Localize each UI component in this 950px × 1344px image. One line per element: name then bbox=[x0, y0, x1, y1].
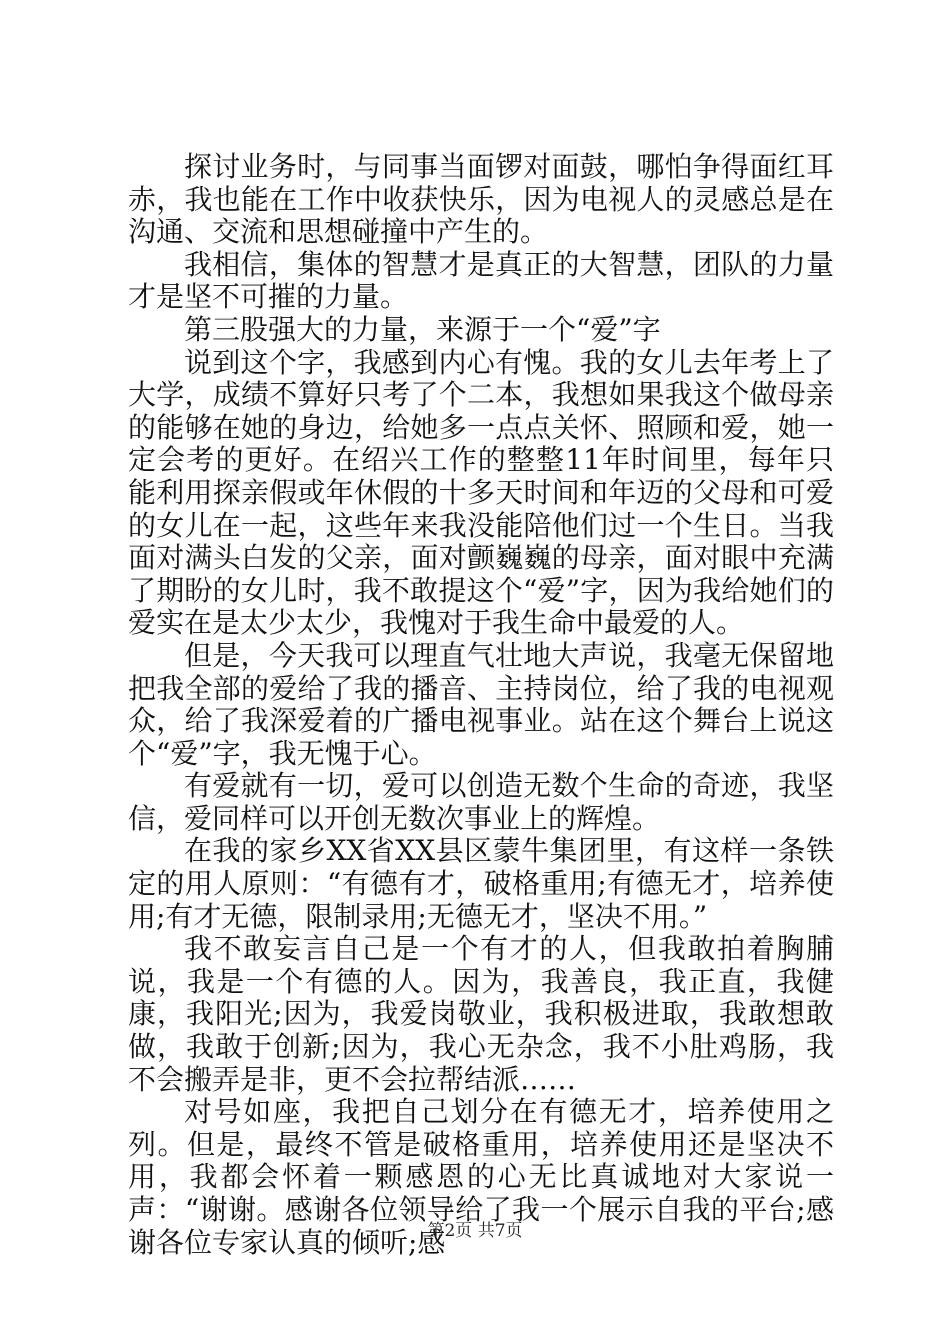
paragraph-6: 在我的家乡XX省XX县区蒙牛集团里，有这样一条铁定的用人原则：“有德有才，破格重用;有德无才，培养使用;有才无德，限制录用;无德无才，坚决不用。” bbox=[128, 834, 834, 933]
paragraph-3: 说到这个字，我感到内心有愧。我的女儿去年考上了大学，成绩不算好只考了个二本，我想如果我这个做母亲的能够在她的身边，给她多一点点关怀、照顾和爱，她一定会考的更好。在绍兴工作的整整11年时间里，每年只能利用探亲假或年休假的十多天时间和年迈的父母和可爱的女儿在一起，这些年来我没能陪他们过一个生日。当我面对满头白发的父亲，面对颤巍巍的母亲，面对眼中充满了期盼的女儿时，我不敢提这个“爱”字，因为我给她们的爱实在是太少太少，我愧对于我生命中最爱的人。 bbox=[128, 345, 834, 640]
paragraph-4: 但是，今天我可以理直气壮地大声说，我毫无保留地把我全部的爱给了我的播音、主持岗位，给了我的电视观众，给了我深爱着的广播电视事业。站在这个舞台上说这个“爱”字，我无愧于心。 bbox=[128, 638, 834, 770]
paragraph-5: 有爱就有一切，爱可以创造无数个生命的奇迹，我坚信，爱同样可以开创无数次事业上的辉煌。 bbox=[128, 769, 834, 835]
paragraph-2: 我相信，集体的智慧才是真正的大智慧，团队的力量才是坚不可摧的力量。 bbox=[128, 247, 834, 314]
paragraph-1: 探讨业务时，与同事当面锣对面鼓，哪怕争得面红耳赤，我也能在工作中收获快乐，因为电视人的灵感总是在沟通、交流和思想碰撞中产生的。 bbox=[128, 150, 834, 249]
paragraph-7: 我不敢妄言自己是一个有才的人，但我敢拍着胸脯说，我是一个有德的人。因为，我善良，我正直，我健康，我阳光;因为，我爱岗敬业，我积极进取，我敢想敢做，我敢于创新;因为，我心无杂念，我不小肚鸡肠，我不会搬弄是非，更不会拉帮结派…… bbox=[128, 932, 834, 1096]
paragraph-8: 对号如座，我把自己划分在有德无才，培养使用之列。但是，最终不管是破格重用，培养使用还是坚决不用，我都会怀着一颗感恩的心无比真诚地对大家说一声：“谢谢。感谢各位领导给了我一个展示自我的平台;感谢各位专家认真的倾听;感 bbox=[128, 1095, 834, 1259]
document-body bbox=[128, 151, 834, 1259]
section-heading: 第三股强大的力量，来源于一个“爱”字 bbox=[184, 312, 661, 346]
page-number-footer: 第2页 共7页 bbox=[427, 1221, 523, 1241]
